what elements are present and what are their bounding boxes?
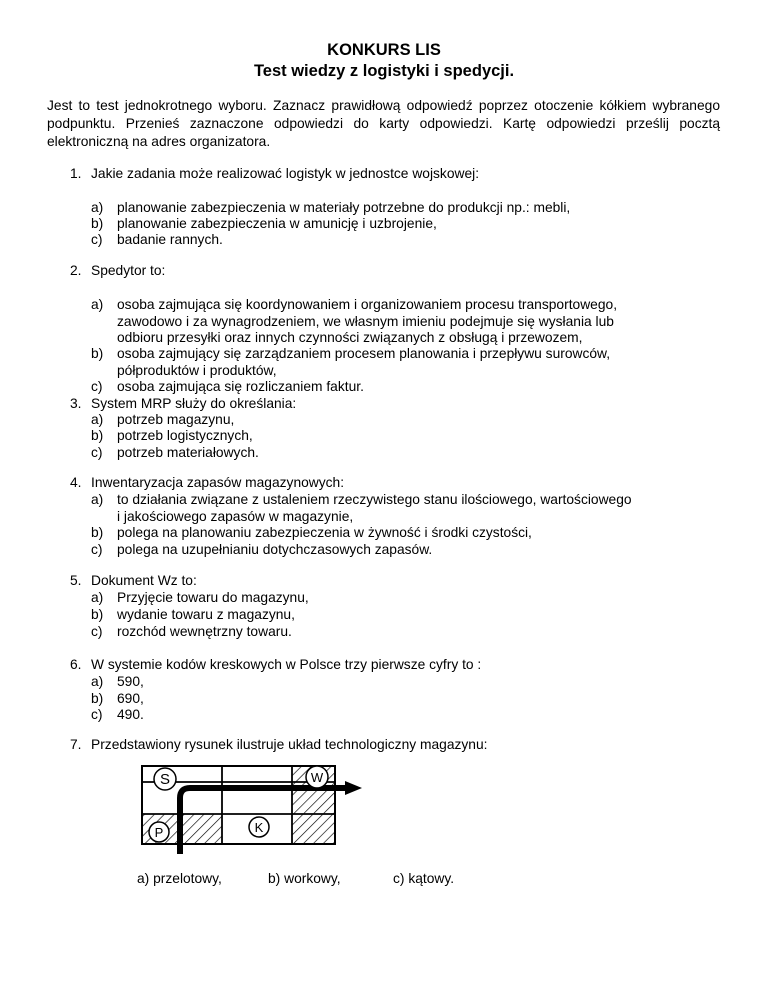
question-number: 5. bbox=[70, 573, 82, 588]
question-number: 7. bbox=[70, 737, 82, 752]
option-letter: c) bbox=[91, 232, 103, 247]
option-text: osoba zajmująca się rozliczaniem faktur. bbox=[117, 379, 364, 394]
warehouse-layout-diagram bbox=[137, 762, 369, 854]
option-letter: b) bbox=[91, 525, 104, 540]
option-letter: c) bbox=[91, 445, 103, 460]
option-letter: c) bbox=[91, 379, 103, 394]
option-text: potrzeb magazynu, bbox=[117, 412, 235, 427]
storage-zone-label: S bbox=[159, 771, 171, 788]
q7-answer-a[interactable]: a) przelotowy, bbox=[137, 871, 222, 886]
option-text: badanie rannych. bbox=[117, 232, 223, 247]
document-title: KONKURS LIS bbox=[327, 41, 441, 59]
option-text: 490. bbox=[117, 707, 144, 722]
option-text: osoba zajmujący się zarządzaniem procesem planowania i przepływu surowców, bbox=[117, 346, 611, 361]
receiving-zone-label: P bbox=[154, 825, 164, 840]
option-letter: a) bbox=[91, 674, 104, 689]
option-letter: c) bbox=[91, 707, 103, 722]
q7-answer-b[interactable]: b) workowy, bbox=[268, 871, 341, 886]
question-number: 2. bbox=[70, 263, 82, 278]
option-letter: c) bbox=[91, 624, 103, 639]
question-number: 6. bbox=[70, 657, 82, 672]
question-number: 1. bbox=[70, 166, 82, 181]
option-letter: a) bbox=[91, 590, 104, 605]
option-text: 690, bbox=[117, 691, 144, 706]
option-text: 590, bbox=[117, 674, 144, 689]
option-letter: b) bbox=[91, 216, 104, 231]
shipping-zone-label: W bbox=[310, 770, 324, 785]
option-letter: a) bbox=[91, 492, 104, 507]
option-letter: b) bbox=[91, 691, 104, 706]
option-text: odbioru przesyłki oraz innych czynności związanych z obsługą i przewozem, bbox=[117, 330, 583, 345]
option-text: to działania związane z ustaleniem rzeczywistego stanu ilościowego, wartościowego bbox=[117, 492, 632, 507]
option-letter: b) bbox=[91, 428, 104, 443]
q7-answer-c[interactable]: c) kątowy. bbox=[393, 871, 455, 886]
flow-arrowhead bbox=[345, 781, 362, 795]
option-letter: c) bbox=[91, 542, 103, 557]
question-text: Dokument Wz to: bbox=[91, 573, 197, 588]
question-text: Przedstawiony rysunek ilustruje układ technologiczny magazynu: bbox=[91, 737, 488, 752]
option-text: wydanie towaru z magazynu, bbox=[117, 607, 295, 622]
question-number: 4. bbox=[70, 475, 82, 490]
question-number: 3. bbox=[70, 396, 82, 411]
option-text: planowanie zabezpieczenia w amunicję i uzbrojenie, bbox=[117, 216, 437, 231]
option-text: polega na uzupełnianiu dotychczasowych zapasów. bbox=[117, 542, 433, 557]
option-text: zawodowo i za wynagrodzeniem, we własnym imieniu podejmuje się wysłania lub bbox=[117, 313, 614, 329]
option-text: półproduktów i produktów, bbox=[117, 362, 277, 378]
option-letter: a) bbox=[91, 412, 104, 427]
question-text: Jakie zadania może realizować logistyk w jednostce wojskowej: bbox=[91, 166, 480, 181]
option-text: osoba zajmująca się koordynowaniem i organizowaniem procesu transportowego, bbox=[117, 297, 618, 312]
option-text: Przyjęcie towaru do magazynu, bbox=[117, 590, 309, 605]
option-letter: a) bbox=[91, 297, 104, 312]
option-text: potrzeb materiałowych. bbox=[117, 445, 259, 460]
option-text: polega na planowaniu zabezpieczenia w żywność i środki czystości, bbox=[117, 525, 532, 540]
question-text: System MRP służy do określania: bbox=[91, 396, 297, 411]
option-letter: a) bbox=[91, 200, 104, 215]
instructions-paragraph: Jest to test jednokrotnego wyboru. Zaznacz prawidłową odpowiedź poprzez otoczenie kółkiem wybranego podpunktu. Przenieś zaznaczone odpowiedzi do karty odpowiedzi. Kartę odpowiedzi prześlij pocztą elektroniczną na adres organizatora. bbox=[47, 98, 720, 149]
option-text: planowanie zabezpieczenia w materiały potrzebne do produkcji np.: mebli, bbox=[117, 200, 571, 215]
option-text: rozchód wewnętrzny towaru. bbox=[117, 624, 292, 639]
option-text: potrzeb logistycznych, bbox=[117, 428, 253, 443]
question-text: W systemie kodów kreskowych w Polsce trzy pierwsze cyfry to : bbox=[91, 657, 482, 672]
question-text: Inwentaryzacja zapasów magazynowych: bbox=[91, 475, 345, 490]
option-letter: b) bbox=[91, 346, 104, 361]
option-letter: b) bbox=[91, 607, 104, 622]
option-text: i jakościowego zapasów w magazynie, bbox=[117, 508, 354, 524]
document-subtitle: Test wiedzy z logistyki i spedycji. bbox=[253, 62, 515, 80]
picking-zone-label: K bbox=[254, 820, 264, 835]
question-text: Spedytor to: bbox=[91, 263, 166, 278]
